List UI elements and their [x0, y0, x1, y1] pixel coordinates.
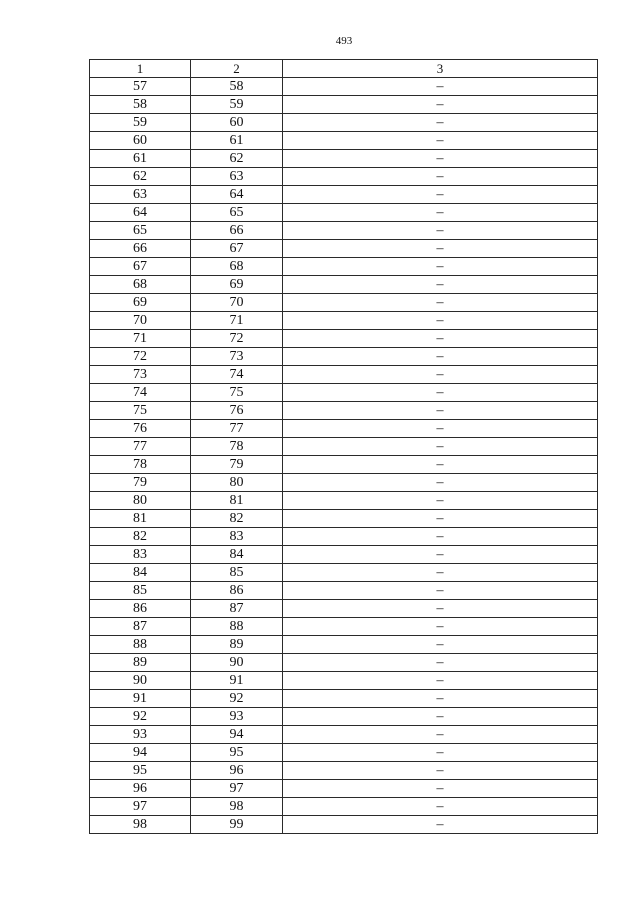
table-cell-col-3: –: [283, 762, 598, 780]
table-cell-col-1: 76: [90, 420, 191, 438]
table-row: [90, 618, 598, 636]
table-cell-col-3: –: [283, 708, 598, 726]
table-row: [90, 384, 598, 402]
table-cell-col-2: 80: [191, 474, 283, 492]
table-row: [90, 438, 598, 456]
table-cell-col-3: –: [283, 96, 598, 114]
table-row: [90, 330, 598, 348]
column-header-3: 3: [283, 60, 598, 78]
table-cell-col-2: 85: [191, 564, 283, 582]
table-row: [90, 348, 598, 366]
table-row: [90, 168, 598, 186]
table-cell-col-3: –: [283, 204, 598, 222]
table-cell-col-2: 59: [191, 96, 283, 114]
table-cell-col-3: –: [283, 276, 598, 294]
table-cell-col-3: –: [283, 672, 598, 690]
table-cell-col-1: 85: [90, 582, 191, 600]
table-cell-col-3: –: [283, 438, 598, 456]
table-cell-col-2: 99: [191, 816, 283, 834]
table-cell-col-1: 87: [90, 618, 191, 636]
table-body: [90, 78, 598, 834]
table-row: [90, 726, 598, 744]
table-cell-col-2: 94: [191, 726, 283, 744]
table-cell-col-1: 72: [90, 348, 191, 366]
table-cell-col-3: –: [283, 744, 598, 762]
table-row: [90, 564, 598, 582]
table-cell-col-3: –: [283, 636, 598, 654]
table-row: [90, 798, 598, 816]
table-row: [90, 276, 598, 294]
table-cell-col-2: 68: [191, 258, 283, 276]
table-row: [90, 636, 598, 654]
table-cell-col-3: –: [283, 528, 598, 546]
column-header-2: 2: [191, 60, 283, 78]
table-cell-col-2: 60: [191, 114, 283, 132]
table-cell-col-2: 61: [191, 132, 283, 150]
table-cell-col-1: 57: [90, 78, 191, 96]
table-cell-col-1: 88: [90, 636, 191, 654]
table-row: [90, 708, 598, 726]
table-row: [90, 672, 598, 690]
table-cell-col-1: 82: [90, 528, 191, 546]
table-cell-col-1: 68: [90, 276, 191, 294]
table-cell-col-3: –: [283, 816, 598, 834]
page-number: 493: [335, 35, 353, 47]
table-cell-col-2: 93: [191, 708, 283, 726]
table-row: [90, 294, 598, 312]
table-cell-col-2: 70: [191, 294, 283, 312]
table-cell-col-2: 71: [191, 312, 283, 330]
table-cell-col-2: 72: [191, 330, 283, 348]
table-cell-col-3: –: [283, 546, 598, 564]
table-cell-col-1: 80: [90, 492, 191, 510]
column-header-1: 1: [90, 60, 191, 78]
table-row: [90, 186, 598, 204]
table-cell-col-2: 63: [191, 168, 283, 186]
table-cell-col-2: 95: [191, 744, 283, 762]
table-cell-col-3: –: [283, 366, 598, 384]
table-cell-col-1: 84: [90, 564, 191, 582]
table-cell-col-3: –: [283, 492, 598, 510]
table-cell-col-2: 66: [191, 222, 283, 240]
table-row: [90, 402, 598, 420]
table-cell-col-1: 73: [90, 366, 191, 384]
table-cell-col-3: –: [283, 348, 598, 366]
table-cell-col-3: –: [283, 186, 598, 204]
table-row: [90, 78, 598, 96]
table-row: [90, 114, 598, 132]
table-row: [90, 744, 598, 762]
table-row: [90, 258, 598, 276]
table-cell-col-3: –: [283, 654, 598, 672]
table-cell-col-2: 97: [191, 780, 283, 798]
table-cell-col-2: 96: [191, 762, 283, 780]
table-cell-col-3: –: [283, 240, 598, 258]
table-cell-col-1: 71: [90, 330, 191, 348]
table-cell-col-2: 81: [191, 492, 283, 510]
table-cell-col-2: 69: [191, 276, 283, 294]
table-row: [90, 780, 598, 798]
table-cell-col-1: 62: [90, 168, 191, 186]
table-cell-col-2: 89: [191, 636, 283, 654]
table-cell-col-1: 97: [90, 798, 191, 816]
table-cell-col-1: 59: [90, 114, 191, 132]
table-row: [90, 240, 598, 258]
table-cell-col-2: 78: [191, 438, 283, 456]
table-cell-col-2: 73: [191, 348, 283, 366]
table-cell-col-1: 81: [90, 510, 191, 528]
table-cell-col-1: 67: [90, 258, 191, 276]
table-row: [90, 816, 598, 834]
table-cell-col-2: 75: [191, 384, 283, 402]
table-cell-col-2: 88: [191, 618, 283, 636]
table-cell-col-1: 64: [90, 204, 191, 222]
table-row: [90, 654, 598, 672]
table-cell-col-2: 65: [191, 204, 283, 222]
table-cell-col-3: –: [283, 330, 598, 348]
table-cell-col-1: 69: [90, 294, 191, 312]
table-cell-col-3: –: [283, 258, 598, 276]
table-cell-col-1: 86: [90, 600, 191, 618]
table-row: [90, 96, 598, 114]
table-row: [90, 366, 598, 384]
table-row: [90, 510, 598, 528]
table-cell-col-3: –: [283, 456, 598, 474]
table-row: [90, 456, 598, 474]
table-cell-col-1: 78: [90, 456, 191, 474]
table-row: [90, 312, 598, 330]
table-cell-col-1: 91: [90, 690, 191, 708]
table-cell-col-1: 58: [90, 96, 191, 114]
table-cell-col-3: –: [283, 420, 598, 438]
table-row: [90, 528, 598, 546]
table-cell-col-3: –: [283, 384, 598, 402]
table-row: [90, 762, 598, 780]
table-cell-col-3: –: [283, 564, 598, 582]
table-cell-col-2: 83: [191, 528, 283, 546]
table-cell-col-2: 84: [191, 546, 283, 564]
table-cell-col-2: 77: [191, 420, 283, 438]
table-cell-col-2: 64: [191, 186, 283, 204]
table-cell-col-1: 79: [90, 474, 191, 492]
table-cell-col-3: –: [283, 474, 598, 492]
table-cell-col-3: –: [283, 618, 598, 636]
data-table: [89, 59, 598, 834]
table-row: [90, 546, 598, 564]
table-row: [90, 420, 598, 438]
table-cell-col-2: 79: [191, 456, 283, 474]
table-cell-col-3: –: [283, 726, 598, 744]
table-cell-col-3: –: [283, 168, 598, 186]
table-cell-col-3: –: [283, 132, 598, 150]
table-cell-col-1: 60: [90, 132, 191, 150]
table-cell-col-1: 74: [90, 384, 191, 402]
table-cell-col-1: 65: [90, 222, 191, 240]
table-row: [90, 690, 598, 708]
table-cell-col-3: –: [283, 294, 598, 312]
table-cell-col-3: –: [283, 150, 598, 168]
table-cell-col-2: 86: [191, 582, 283, 600]
table-cell-col-3: –: [283, 690, 598, 708]
table-cell-col-2: 58: [191, 78, 283, 96]
table-cell-col-3: –: [283, 222, 598, 240]
table-cell-col-3: –: [283, 780, 598, 798]
table-cell-col-3: –: [283, 510, 598, 528]
table-cell-col-2: 67: [191, 240, 283, 258]
table-header: [90, 60, 598, 78]
table-cell-col-2: 74: [191, 366, 283, 384]
table-cell-col-3: –: [283, 402, 598, 420]
table-cell-col-3: –: [283, 114, 598, 132]
table-row: [90, 474, 598, 492]
table-cell-col-1: 70: [90, 312, 191, 330]
table-cell-col-1: 94: [90, 744, 191, 762]
table-cell-col-2: 90: [191, 654, 283, 672]
table-cell-col-1: 96: [90, 780, 191, 798]
table-cell-col-1: 83: [90, 546, 191, 564]
table-cell-col-1: 92: [90, 708, 191, 726]
table-cell-col-2: 76: [191, 402, 283, 420]
table-row: [90, 132, 598, 150]
table-cell-col-1: 63: [90, 186, 191, 204]
table-cell-col-2: 91: [191, 672, 283, 690]
table-cell-col-1: 95: [90, 762, 191, 780]
table-row: [90, 600, 598, 618]
table-cell-col-1: 75: [90, 402, 191, 420]
table-cell-col-1: 66: [90, 240, 191, 258]
table-cell-col-3: –: [283, 798, 598, 816]
table-row: [90, 150, 598, 168]
table-cell-col-1: 89: [90, 654, 191, 672]
table-cell-col-1: 98: [90, 816, 191, 834]
table-row: [90, 492, 598, 510]
header-row: [90, 60, 598, 78]
table-cell-col-3: –: [283, 600, 598, 618]
table-cell-col-3: –: [283, 312, 598, 330]
table-cell-col-3: –: [283, 582, 598, 600]
table-cell-col-2: 92: [191, 690, 283, 708]
table-row: [90, 204, 598, 222]
table-cell-col-2: 82: [191, 510, 283, 528]
table-cell-col-1: 90: [90, 672, 191, 690]
table-cell-col-3: –: [283, 78, 598, 96]
table-cell-col-1: 61: [90, 150, 191, 168]
table-row: [90, 582, 598, 600]
table-cell-col-2: 62: [191, 150, 283, 168]
table-row: [90, 222, 598, 240]
table-cell-col-1: 93: [90, 726, 191, 744]
table-cell-col-2: 98: [191, 798, 283, 816]
table-cell-col-2: 87: [191, 600, 283, 618]
table-cell-col-1: 77: [90, 438, 191, 456]
